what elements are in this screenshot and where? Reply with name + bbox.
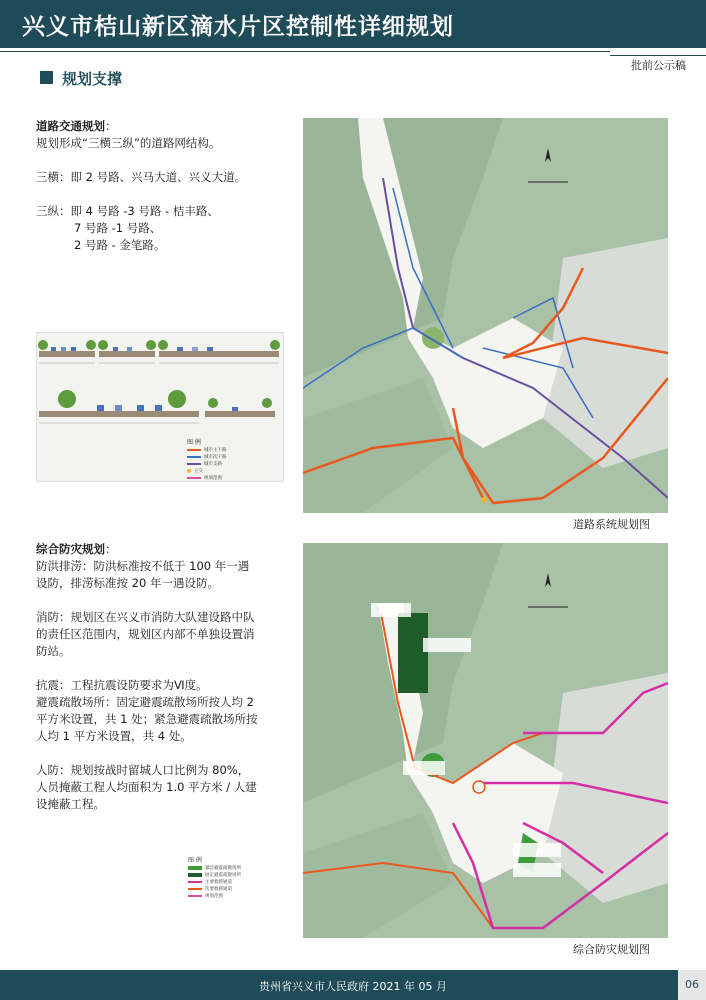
civil-defense-line-1: 人防：规划按战时留城人口比例为 80%，	[36, 763, 250, 777]
road-vertical-3: 2 号路 - 金笔路。	[74, 238, 166, 252]
legend-label: 城市支路	[204, 461, 222, 467]
legend-label: 规划范围	[205, 893, 223, 899]
shelter-line-2: 平方米设置，共 1 处；紧急避震疏散场所按	[36, 712, 258, 726]
legend-label: 城市次干路	[204, 454, 227, 460]
road-cross-section-diagram	[36, 332, 284, 482]
legend-label: 次要救援通道	[205, 886, 232, 892]
disaster-legend	[188, 855, 288, 899]
fire-line-2: 的责任区范围内，规划区内部不单独设置消	[36, 627, 255, 641]
civil-defense-line-3: 设掩蔽工程。	[36, 797, 105, 811]
legend-label: 规划范围	[204, 475, 222, 481]
disaster-map-caption: 综合防灾规划图	[573, 943, 650, 956]
page-footer	[0, 970, 706, 1000]
shelter-line-3: 人均 1 平方米设置，共 4 处。	[36, 729, 192, 743]
quake-line: 抗震：工程抗震设防要求为Ⅵ度。	[36, 678, 208, 692]
road-planning-text	[36, 118, 296, 254]
flood-line-1: 防洪排涝：防洪标准按不低于 100 年一遇	[36, 559, 250, 573]
section-title: 规划支撑	[62, 70, 123, 88]
disaster-planning-text	[36, 541, 301, 813]
disaster-legend-title: 图 例	[188, 857, 202, 864]
disaster-heading: 综合防灾规划	[36, 542, 105, 556]
legend-label: 主要救援通道	[205, 879, 232, 885]
road-legend-title: 图 例	[187, 439, 201, 446]
shelter-line-1: 避震疏散场所：固定避震疏散场所按人均 2	[36, 695, 254, 709]
section-marker-icon	[40, 71, 53, 84]
legend-label: 立交	[194, 468, 203, 474]
road-heading-colon: ：	[105, 119, 117, 133]
road-intro: 规划形成“三横三纵”的道路网结构。	[36, 136, 221, 150]
road-legend	[187, 437, 277, 481]
legend-label: 固定避震疏散场所	[205, 872, 241, 878]
road-vertical-2: 7 号路 -1 号路、	[74, 221, 162, 235]
road-vertical-1: 三纵：即 4 号路 -3 号路 - 桔丰路、	[36, 204, 219, 218]
road-system-map	[303, 118, 668, 513]
road-heading: 道路交通规划	[36, 119, 105, 133]
road-map-caption: 道路系统规划图	[573, 518, 650, 531]
disaster-prevention-map	[303, 543, 668, 938]
page-number: 06	[678, 970, 706, 1000]
civil-defense-line-2: 人员掩蔽工程人均面积为 1.0 平方米 / 人建	[36, 780, 257, 794]
document-title: 兴义市桔山新区滴水片区控制性详细规划	[22, 14, 454, 40]
fire-line-1: 消防：规划区在兴义市消防大队建设路中队	[36, 610, 255, 624]
fire-line-3: 防站。	[36, 644, 71, 658]
road-horizontal: 三横：即 2 号路、兴马大道、兴义大道。	[36, 170, 247, 184]
legend-label: 紧急避震疏散场所	[205, 865, 241, 871]
disaster-heading-colon: ：	[105, 542, 117, 556]
footer-text: 贵州省兴义市人民政府 2021 年 05 月	[259, 980, 447, 993]
header-divider-secondary	[610, 55, 706, 56]
legend-label: 城市主干路	[204, 447, 227, 453]
header-divider	[0, 51, 610, 52]
draft-stamp: 批前公示稿	[631, 59, 686, 72]
page-header	[0, 0, 706, 48]
flood-line-2: 设防，排涝标准按 20 年一遇设防。	[36, 576, 219, 590]
